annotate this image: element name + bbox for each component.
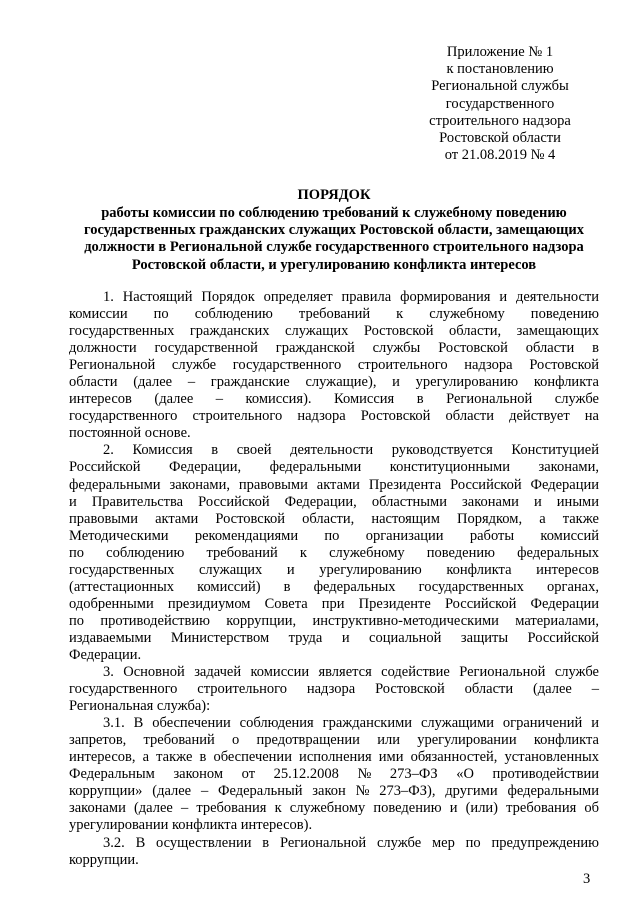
document-title: ПОРЯДОК xyxy=(297,187,371,203)
paragraph-line: Методическими рекомендациями по организации работы комиссий xyxy=(69,527,599,544)
paragraph-line: 3.2. В осуществлении в Региональной службе мер по предупреждению xyxy=(103,834,599,851)
paragraph-line: по соблюдению требований к служебному поведению федеральных xyxy=(69,544,599,561)
paragraph-line: федеральными законами, правовыми актами Президента Российской Федерации xyxy=(69,476,599,493)
paragraph-4 xyxy=(69,715,599,834)
paragraph-line: 3. Основной задачей комиссии является содействие Региональной службе xyxy=(103,664,599,681)
paragraph-line: Региональной службе государственного строительного надзора Ростовской xyxy=(69,357,599,374)
appendix-line: Ростовской области xyxy=(439,130,561,147)
paragraph-line: правовыми актами Ростовской области, настоящим Порядком, а также xyxy=(69,510,599,527)
paragraph-line: государственного строительного надзора Ростовской области действует на xyxy=(69,408,599,425)
appendix-line: строительного надзора xyxy=(429,112,571,129)
paragraph-line: запретов, требований о предотвращении или урегулировании конфликта xyxy=(69,732,599,749)
subtitle-line: Ростовской области, и урегулированию конфликта интересов xyxy=(131,256,537,273)
paragraph-line: комиссии по соблюдению требований к служебному поведению xyxy=(69,306,599,323)
paragraph-line: 2. Комиссия в своей деятельности руководствуется Конституцией xyxy=(103,442,599,459)
paragraph-line: урегулировании конфликта интересов). xyxy=(69,817,313,834)
paragraph-3 xyxy=(69,664,599,715)
appendix-line: Приложение № 1 xyxy=(446,44,554,60)
paragraph-line: постоянной основе. xyxy=(69,425,191,442)
page-number: 3 xyxy=(583,871,591,887)
appendix-line: к постановлению xyxy=(446,61,554,78)
paragraph-1 xyxy=(69,289,599,442)
paragraph-line: 1. Настоящий Порядок определяет правила формирования и деятельности xyxy=(103,289,599,305)
paragraph-line: области (далее – гражданские служащие), и урегулированию конфликта xyxy=(69,374,599,391)
paragraph-2 xyxy=(69,442,599,664)
appendix-line: Региональной службы xyxy=(431,78,569,95)
paragraph-line: интересов, а также в обеспечении исполнения ими обязанностей, установленных xyxy=(69,749,599,766)
paragraph-line: Федеральным законом от 25.12.2008 № 273–ФЗ «О противодействии xyxy=(69,766,599,783)
paragraph-line: государственного строительного надзора Ростовской области (далее – xyxy=(69,681,599,698)
subtitle-line: работы комиссии по соблюдению требований к служебному поведению xyxy=(101,205,567,221)
paragraph-line: Федерации. xyxy=(69,646,142,663)
paragraph-line: 3.1. В обеспечении соблюдения гражданскими служащими ограничений и xyxy=(103,715,599,732)
paragraph-line: интересов (далее – комиссия). Комиссия в Региональной службе xyxy=(69,391,599,408)
paragraph-line: и Правительства Российской Федерации, областными законами и иными xyxy=(69,493,599,510)
paragraph-line: (аттестационных комиссий) в федеральных государственных органах, xyxy=(69,578,599,595)
paragraph-line: по противодействию коррупции, инструктивно-методическими материалами, xyxy=(69,612,599,629)
paragraph-line: законами (далее – требования к служебному поведению и (или) требования об xyxy=(69,800,599,817)
paragraph-line: государственных гражданских служащих Ростовской области, замещающих xyxy=(69,323,599,340)
document-subtitle xyxy=(64,205,604,274)
paragraph-line: издаваемыми Министерством труда и социальной защиты Российской xyxy=(69,629,599,646)
document-body xyxy=(69,289,599,869)
appendix-line: от 21.08.2019 № 4 xyxy=(444,147,556,164)
paragraph-line: одобренными президиумом Совета при Президенте Российской Федерации xyxy=(69,595,599,612)
subtitle-line: должности в Региональной службе государственного строительного надзора xyxy=(84,239,584,256)
paragraph-line: государственных служащих и урегулированию конфликта интересов xyxy=(69,561,599,578)
paragraph-line: должности государственной гражданской службы Ростовской области в xyxy=(69,340,599,357)
paragraph-line: коррупции» (далее – Федеральный закон № 273–ФЗ), другими федеральными xyxy=(69,783,599,800)
subtitle-line: государственных гражданских служащих Ростовской области, замещающих xyxy=(83,222,584,239)
appendix-block xyxy=(395,44,605,164)
paragraph-line: Региональная служба): xyxy=(69,698,211,715)
paragraph-line: коррупции. xyxy=(69,851,139,868)
paragraph-5 xyxy=(69,835,599,869)
appendix-line: государственного xyxy=(445,95,555,112)
paragraph-line: Российской Федерации, федеральными конституционными законами, xyxy=(69,459,599,476)
